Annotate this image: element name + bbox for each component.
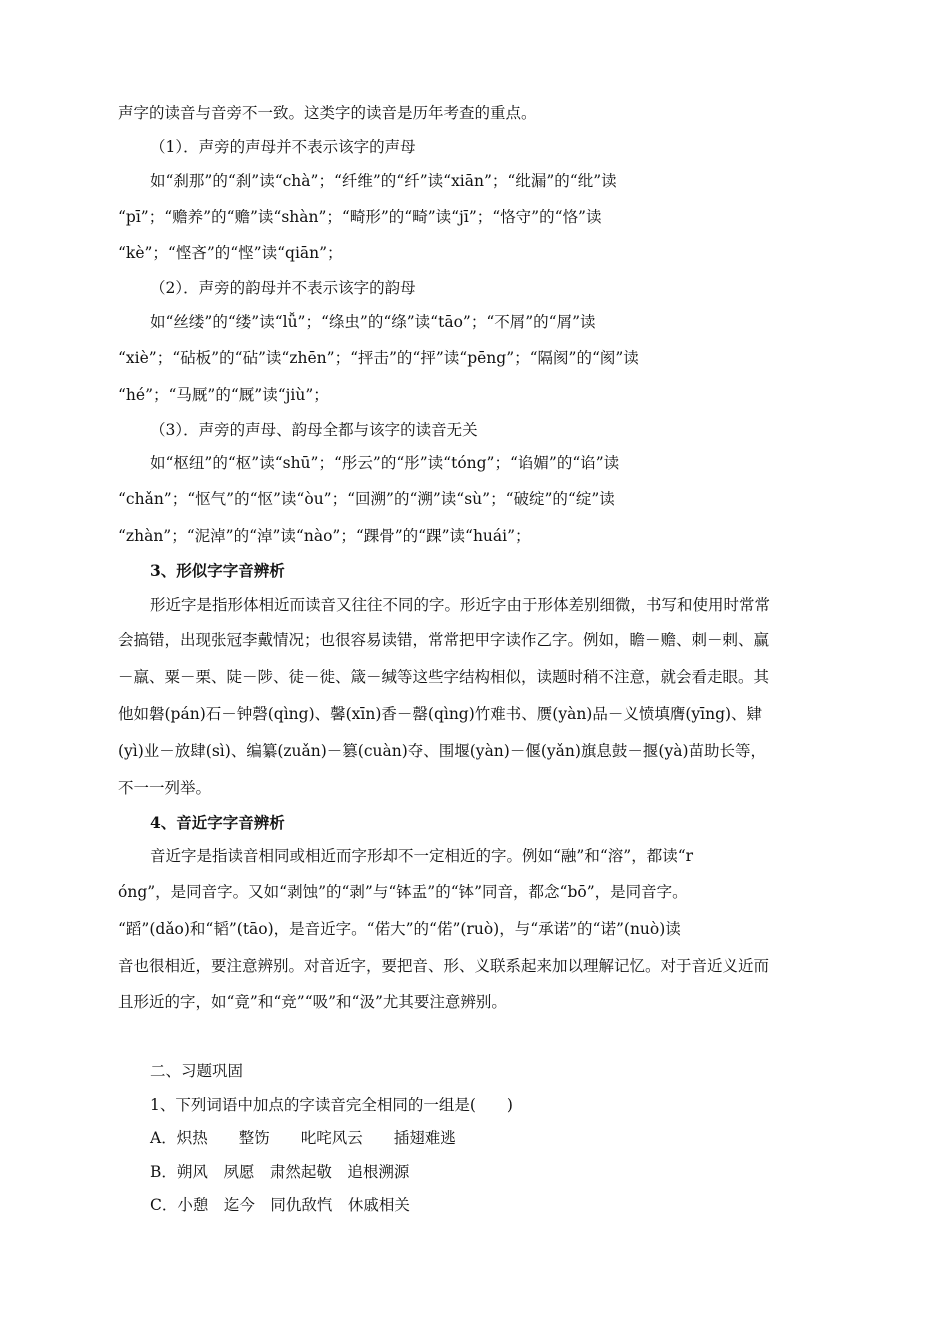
section-heading-3: 3、形似字字音辨析 xyxy=(150,561,285,580)
text-line: －羸、粟－栗、陡－陟、徒－徙、箴－缄等这些字结构相似，读题时稍不注意，就会看走眼。其 xyxy=(118,668,770,686)
text-line: 音近字是指读音相同或相近而字形却不一定相近的字。例如“融”和“溶”，都读“r xyxy=(150,847,694,865)
subheading-1: （1）．声旁的声母并不表示该字的声母 xyxy=(150,138,416,156)
text-line: “zhàn”；“泥淖”的“淖”读“nào”；“踝骨”的“踝”读“huái”； xyxy=(118,527,531,545)
subheading-3: （3）．声旁的声母、韵母全都与该字的读音无关 xyxy=(150,421,478,439)
text-line: “xiè”；“砧板”的“砧”读“zhēn”；“抨击”的“抨”读“pēng”；“隔阂”的“阂”读 xyxy=(118,349,639,367)
text-line: 音也很相近，要注意辨别。对音近字，要把音、形、义联系起来加以理解记忆。对于音近义近而 xyxy=(118,957,770,975)
text-line: 且形近的字，如“竟”和“竞”“吸”和“汲”尤其要注意辨别。 xyxy=(118,993,507,1011)
text-line: 如“枢纽”的“枢”读“shū”；“彤云”的“彤”读“tóng”；“谄媚”的“谄”读 xyxy=(150,454,620,472)
option-c: C．小憩 迄今 同仇敌忾 休戚相关 xyxy=(150,1196,410,1214)
text-line: 不一一列举。 xyxy=(118,779,212,797)
text-line: “chǎn”；“怄气”的“怄”读“òu”；“回溯”的“溯”读“sù”；“破绽”的“绽”读 xyxy=(118,490,615,508)
text-line: “kè”；“悭吝”的“悭”读“qiān”； xyxy=(118,244,343,262)
text-line: “hé”；“马厩”的“厩”读“jiù”； xyxy=(118,386,329,404)
text-line: 如“丝缕”的“缕”读“lǚ”；“绦虫”的“绦”读“tāo”；“不屑”的“屑”读 xyxy=(150,313,596,331)
text-line: óng”，是同音字。又如“剥蚀”的“剥”与“钵盂”的“钵”同音，都念“bō”，是同音字。 xyxy=(118,883,688,901)
option-a: A．炽热 整饬 叱咤风云 插翅难逃 xyxy=(150,1129,456,1147)
text-line: 如“刹那”的“刹”读“chà”；“纤维”的“纤”读“xiān”；“纰漏”的“纰”读 xyxy=(150,172,617,190)
section-heading-4: 4、音近字字音辨析 xyxy=(150,813,285,832)
text-line: 他如磐(pán)石－钟磬(qìng)、馨(xīn)香－罄(qìng)竹难书、赝(yàn)品－义愤填膺(yīng)、肄 xyxy=(118,705,763,723)
text-line: 形近字是指形体相近而读音又往往不同的字。形近字由于形体差别细微，书写和使用时常常 xyxy=(150,596,771,614)
text-line: “pī”；“赡养”的“赡”读“shàn”；“畸形”的“畸”读“jī”；“恪守”的“恪”读 xyxy=(118,208,602,226)
question-1: 1、下列词语中加点的字读音完全相同的一组是( ) xyxy=(150,1096,513,1114)
section-heading-exercises: 二、习题巩固 xyxy=(150,1062,244,1080)
text-line: (yì)业－放肆(sì)、编纂(zuǎn)－篡(cuàn)夺、围堰(yàn)－偃(yǎn)旗息鼓－揠(yà)苗助长等， xyxy=(118,742,767,760)
option-b: B．朔风 夙愿 肃然起敬 追根溯源 xyxy=(150,1163,410,1181)
text-line: 声字的读音与音旁不一致。这类字的读音是历年考查的重点。 xyxy=(118,104,537,122)
text-line: “蹈”(dǎo)和“韬”(tāo)，是音近字。“偌大”的“偌”(ruò)，与“承诺”的“诺”(nuò)读 xyxy=(118,920,681,938)
text-line: 会搞错，出现张冠李戴情况；也很容易读错，常常把甲字读作乙字。例如，瞻－赡、刺－剌、赢 xyxy=(118,631,770,649)
subheading-2: （2）．声旁的韵母并不表示该字的韵母 xyxy=(150,279,416,297)
